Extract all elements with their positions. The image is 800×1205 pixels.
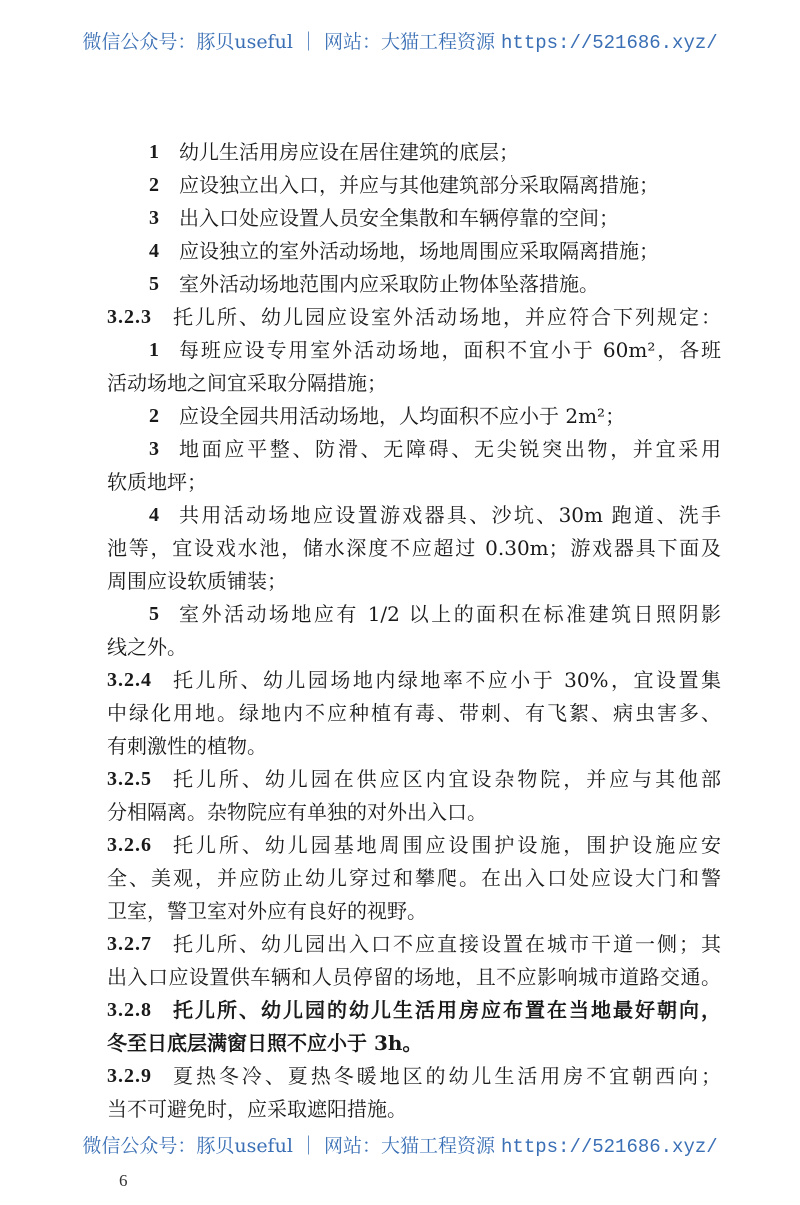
line-text: 地面应平整、防滑、无障碍、无尖锐突出物，并宜采用 (179, 437, 721, 461)
clause-line (107, 763, 721, 796)
text-line (107, 730, 721, 763)
clause-number: 3.2.4 (107, 669, 152, 691)
list-item-line (107, 433, 721, 466)
clause-number: 5 (149, 273, 159, 295)
clause-number: 2 (149, 405, 159, 427)
line-text: 当不可避免时，应采取遮阳措施。 (107, 1097, 407, 1121)
text-line (107, 532, 721, 565)
line-text: 幼儿生活用房应设在居住建筑的底层； (179, 140, 519, 164)
line-text: 托儿所、幼儿园场地内绿地率不应小于 30%，宜设置集 (173, 668, 721, 692)
line-text: 托儿所、幼儿园出入口不应直接设置在城市干道一侧；其 (173, 932, 721, 956)
text-line (107, 1027, 721, 1060)
clause-number: 1 (149, 141, 159, 163)
line-text: 有刺激性的植物。 (107, 734, 267, 758)
line-text: 应设独立的室外活动场地，场地周围应采取隔离措施； (179, 239, 659, 263)
watermark-text: 微信公众号：豚贝useful ｜ 网站：大猫工程资源 (82, 1135, 502, 1157)
clause-number: 3.2.6 (107, 834, 152, 856)
line-text: 冬至日底层满窗日照不应小于 3h。 (107, 1031, 423, 1055)
line-text: 托儿所、幼儿园基地周围应设围护设施，围护设施应安 (173, 833, 721, 857)
line-text: 出入口处应设置人员安全集散和车辆停靠的空间； (179, 206, 619, 230)
watermark-footer (0, 1134, 800, 1159)
line-text: 托儿所、幼儿园的幼儿生活用房应布置在当地最好朝向， (173, 998, 721, 1022)
clause-number: 3 (149, 207, 159, 229)
line-text: 软质地坪； (107, 470, 207, 494)
list-item-line (107, 169, 721, 202)
clause-line (107, 829, 721, 862)
line-text: 出入口应设置供车辆和人员停留的场地，且不应影响城市道路交通。 (107, 965, 721, 989)
clause-number: 4 (149, 504, 159, 526)
line-text: 托儿所、幼儿园在供应区内宜设杂物院，并应与其他部 (173, 767, 721, 791)
clause-number: 3.2.3 (107, 306, 152, 328)
line-text: 每班应设专用室外活动场地，面积不宜小于 60m²，各班 (179, 338, 721, 362)
text-line (107, 631, 721, 664)
line-text: 分相隔离。杂物院应有单独的对外出入口。 (107, 800, 487, 824)
text-line (107, 697, 721, 730)
page-number: 6 (119, 1171, 128, 1190)
list-item-line (107, 334, 721, 367)
text-line (107, 466, 721, 499)
text-line (107, 367, 721, 400)
clause-number: 3.2.9 (107, 1065, 152, 1087)
line-text: 夏热冬冷、夏热冬暖地区的幼儿生活用房不宜朝西向； (173, 1064, 721, 1088)
clause-line (107, 928, 721, 961)
line-text: 共用活动场地应设置游戏器具、沙坑、30m 跑道、洗手 (179, 503, 721, 527)
clause-number: 3.2.5 (107, 768, 152, 790)
text-line (107, 565, 721, 598)
line-text: 室外活动场地应有 1/2 以上的面积在标准建筑日照阴影 (179, 602, 721, 626)
line-text: 线之外。 (107, 635, 187, 659)
list-item-line (107, 598, 721, 631)
clause-number: 4 (149, 240, 159, 262)
line-text: 应设全园共用活动场地，人均面积不应小于 2m²； (179, 404, 626, 428)
clause-number: 2 (149, 174, 159, 196)
watermark-url: https://521686.xyz/ (501, 1136, 718, 1158)
list-item-line (107, 400, 721, 433)
text-line (107, 796, 721, 829)
list-item-line (107, 235, 721, 268)
clause-line (107, 994, 721, 1027)
clause-number: 3 (149, 438, 159, 460)
line-text: 活动场地之间宜采取分隔措施； (107, 371, 387, 395)
clause-line (107, 301, 721, 334)
clause-number: 3.2.7 (107, 933, 152, 955)
line-text: 卫室，警卫室对外应有良好的视野。 (107, 899, 427, 923)
line-text: 室外活动场地范围内应采取防止物体坠落措施。 (179, 272, 599, 296)
line-text: 池等，宜设戏水池，储水深度不应超过 0.30m；游戏器具下面及 (107, 536, 721, 560)
list-item-line (107, 136, 721, 169)
clause-line (107, 1060, 721, 1093)
line-text: 托儿所、幼儿园应设室外活动场地，并应符合下列规定： (173, 305, 721, 329)
list-item-line (107, 202, 721, 235)
document-body (107, 136, 721, 1126)
clause-number: 1 (149, 339, 159, 361)
clause-number: 5 (149, 603, 159, 625)
watermark-header (0, 30, 800, 55)
watermark-url: https://521686.xyz/ (501, 32, 718, 54)
list-item-line (107, 499, 721, 532)
line-text: 周围应设软质铺装； (107, 569, 287, 593)
clause-number: 3.2.8 (107, 999, 152, 1021)
text-line (107, 961, 721, 994)
line-text: 中绿化用地。绿地内不应种植有毒、带刺、有飞絮、病虫害多、 (107, 701, 721, 725)
line-text: 应设独立出入口，并应与其他建筑部分采取隔离措施； (179, 173, 659, 197)
watermark-text: 微信公众号：豚贝useful ｜ 网站：大猫工程资源 (82, 31, 502, 53)
text-line (107, 895, 721, 928)
text-line (107, 1093, 721, 1126)
line-text: 全、美观，并应防止幼儿穿过和攀爬。在出入口处应设大门和警 (107, 866, 721, 890)
list-item-line (107, 268, 721, 301)
text-line (107, 862, 721, 895)
clause-line (107, 664, 721, 697)
